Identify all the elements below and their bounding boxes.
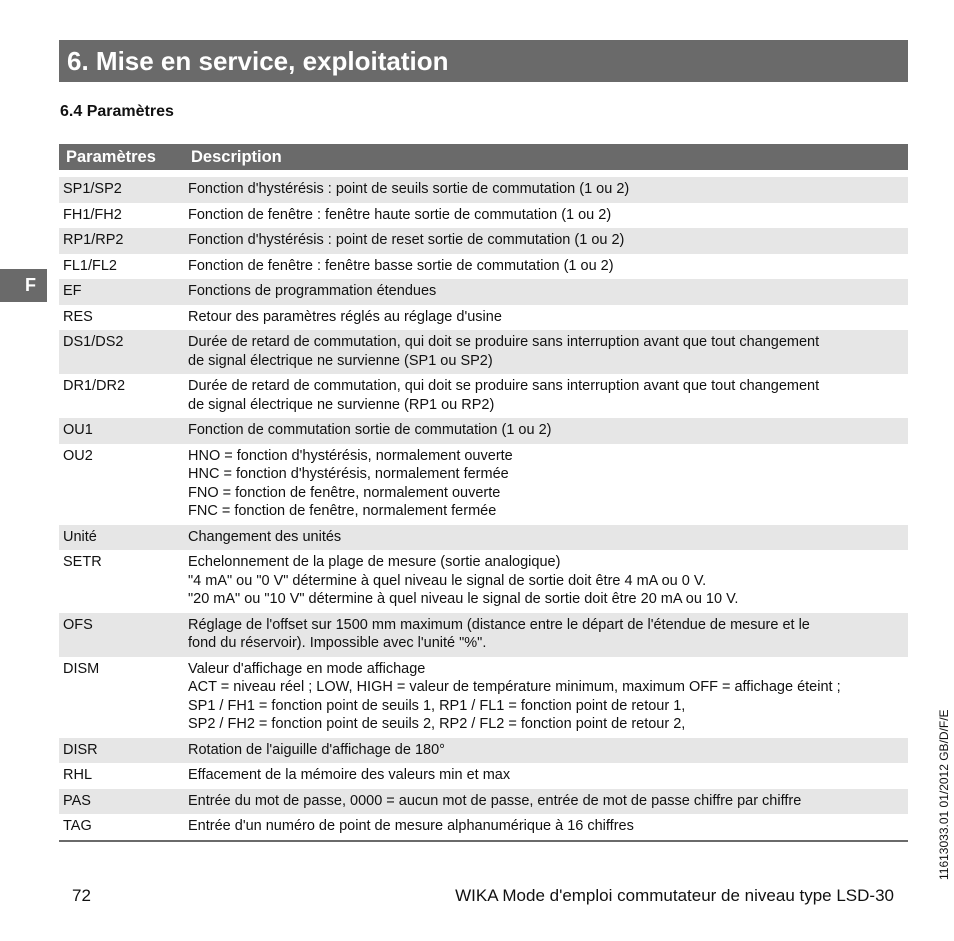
table-row — [59, 763, 908, 789]
parameter-description: Effacement de la mémoire des valeurs min et max — [188, 767, 511, 783]
parameter-description: Fonction de fenêtre : fenêtre haute sortie de commutation (1 ou 2) — [188, 206, 612, 223]
table-row — [59, 330, 908, 374]
parameter-description: HNO = fonction d'hystérésis, normalement ouverte HNC = fonction d'hystérésis, normalement fermée FNO = fonction de fenêtre, normalement ouverte FNC = fonction de fenêtre, normalement fermée — [188, 447, 513, 519]
parameter-code: DR1/DR2 — [63, 378, 126, 394]
header-parameters: Paramètres — [66, 147, 156, 166]
parameter-code: OU2 — [63, 447, 93, 464]
parameter-code: OU1 — [63, 422, 93, 438]
table-row — [59, 444, 908, 525]
table-bottom-rule — [59, 840, 908, 842]
parameter-code: OFS — [63, 616, 93, 633]
parameter-description: Fonction d'hystérésis : point de seuils sortie de commutation (1 ou 2) — [188, 181, 630, 197]
header-description: Description — [191, 147, 282, 166]
page-number: 72 — [72, 886, 91, 905]
table-body — [59, 177, 908, 840]
parameter-description: Durée de retard de commutation, qui doit se produire sans interruption avant que tout changement de signal électrique ne survienne (RP1 ou RP2) — [188, 378, 820, 413]
language-tab: F — [0, 269, 47, 302]
parameter-code: FL1/FL2 — [63, 257, 117, 274]
parameter-description: Réglage de l'offset sur 1500 mm maximum (distance entre le départ de l'étendue de mesure et le fond du réservoir). Impossible avec l'unité "%". — [188, 616, 810, 651]
table-row — [59, 305, 908, 331]
document-reference: 11613033.01 01/2012 GB/D/F/E — [937, 709, 951, 880]
parameter-code: FH1/FH2 — [63, 206, 122, 223]
table-row — [59, 254, 908, 280]
table-row — [59, 374, 908, 418]
parameter-description: Entrée d'un numéro de point de mesure alphanumérique à 16 chiffres — [188, 818, 634, 834]
parameter-description: Fonction de commutation sortie de commutation (1 ou 2) — [188, 422, 552, 438]
parameter-code: EF — [63, 283, 82, 299]
parameter-code: RES — [63, 308, 93, 325]
table-row — [59, 814, 908, 840]
section-title: 6.4 Paramètres — [60, 103, 174, 120]
parameter-code: DISR — [63, 741, 98, 758]
table-row — [59, 525, 908, 551]
parameter-code: DS1/DS2 — [63, 334, 124, 350]
parameter-code: Unité — [63, 528, 97, 545]
table-row — [59, 789, 908, 815]
parameter-description: Entrée du mot de passe, 0000 = aucun mot de passe, entrée de mot de passe chiffre par chiffre — [188, 792, 802, 809]
parameter-description: Durée de retard de commutation, qui doit se produire sans interruption avant que tout changement de signal électrique ne survienne (SP1 ou SP2) — [188, 334, 820, 369]
table-row — [59, 177, 908, 203]
table-row — [59, 203, 908, 229]
table-row — [59, 418, 908, 444]
table-row — [59, 279, 908, 305]
parameter-description: Fonction de fenêtre : fenêtre basse sortie de commutation (1 ou 2) — [188, 257, 614, 274]
parameter-code: PAS — [63, 792, 91, 809]
parameter-description: Echelonnement de la plage de mesure (sortie analogique) "4 mA" ou "0 V" détermine à quel niveau le signal de sortie doit être 4 mA ou 0 V. "20 mA" ou "10 V" détermine à quel niveau le signal de sortie doit être 20 mA ou 10 V. — [188, 554, 739, 607]
parameter-description: Fonction d'hystérésis : point de reset sortie de commutation (1 ou 2) — [188, 232, 625, 248]
parameter-description: Fonctions de programmation étendues — [188, 283, 437, 299]
table-header — [59, 144, 908, 170]
parameter-code: RP1/RP2 — [63, 232, 124, 248]
parameters-table — [59, 144, 908, 842]
table-row — [59, 657, 908, 738]
table-row — [59, 550, 908, 613]
parameter-code: SETR — [63, 554, 102, 570]
parameter-description: Valeur d'affichage en mode affichage ACT = niveau réel ; LOW, HIGH = valeur de température minimum, maximum OFF = affichage éteint ; SP1 / FH1 = fonction point de seuils 1, RP1 / FL1 = fonction point de retour 1, SP2 / FH2 = fonction point de seuils 2, RP2 / FL2 = fonction point de retour 2, — [188, 660, 841, 732]
parameter-description: Retour des paramètres réglés au réglage d'usine — [188, 308, 502, 325]
parameter-code: DISM — [63, 660, 100, 677]
parameter-description: Changement des unités — [188, 528, 342, 545]
parameter-description: Rotation de l'aiguille d'affichage de 180° — [188, 741, 445, 758]
parameter-code: RHL — [63, 767, 93, 783]
table-row — [59, 613, 908, 657]
table-row — [59, 738, 908, 764]
footer-title: WIKA Mode d'emploi commutateur de niveau type LSD-30 — [455, 886, 894, 905]
parameter-code: SP1/SP2 — [63, 181, 122, 197]
chapter-title: 6. Mise en service, exploitation — [59, 40, 908, 82]
parameter-code: TAG — [63, 818, 92, 834]
table-row — [59, 228, 908, 254]
